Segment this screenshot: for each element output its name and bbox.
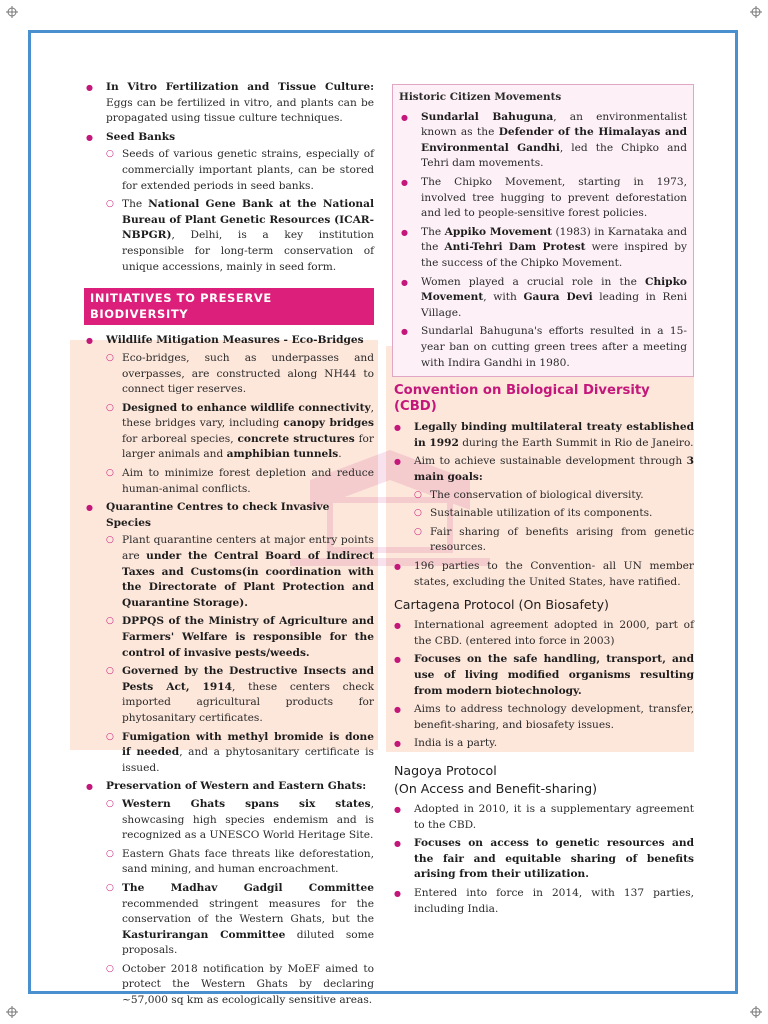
top-list [84,80,374,275]
list-item: ● Focuses on the safe handling, transport, and use of living modified organisms resulting from modern biotechnology. [392,652,694,699]
list-item: ○ The Madhav Gadgil Committee recommended stringent measures for the conservation of the Western Ghats, but the Kasturirangan Committee diluted some proposals. [106,881,374,959]
nagoya-heading [394,762,694,798]
nagoya-heading-line: (On Access and Benefit-sharing) [394,780,597,796]
item-text: Eggs can be fertilized in vitro, and plants can be propagated using tissue culture techniques. [106,96,374,125]
crop-mark-icon [6,6,18,18]
list-item [84,779,374,1008]
list-item: ○ Fair sharing of benefits arising from genetic resources. [414,525,694,556]
citizen-movements-list [399,110,687,372]
list-item: ○ Plant quarantine centers at major entry points are under the Central Board of Indirect Taxes and Customs(in coordination with the Directorate of Plant Protection and Quarantine Storage). [106,533,374,611]
list-item [84,333,374,497]
list-item: ○ Governed by the Destructive Insects and Pests Act, 1914, these centers check imported agricultural products for phytosanitary certificates. [106,664,374,726]
list-item: ○ Seeds of various genetic strains, especially of commercially important plants, can be stored for extended periods in seed banks. [106,147,374,194]
list-item: ● Entered into force in 2014, with 137 parties, including India. [392,886,694,917]
list-item: ○ October 2018 notification by MoEF aimed to protect the Western Ghats by declaring ~57,000 sq km as ecologically sensitive areas. [106,962,374,1009]
quarantine-sublist [106,533,374,776]
list-item: ● Adopted in 2010, it is a supplementary agreement to the CBD. [392,802,694,833]
list-item: ● India is a party. [392,736,694,752]
cbd-list-continued [392,559,694,590]
left-column [84,80,374,1012]
crop-mark-icon [6,1006,18,1018]
list-item: ● 196 parties to the Convention- all UN member states, excluding the United States, have ratified. [392,559,694,590]
list-item: ○ Eastern Ghats face threats like deforestation, sand mining, and human encroachment. [106,847,374,878]
section-banner: INITIATIVES TO PRESERVE BIODIVERSITY [84,288,374,325]
cartagena-list [392,618,694,752]
crop-mark-icon [750,6,762,18]
list-item: ● Aims to address technology development, transfer, benefit-sharing, and biosafety issues. [392,702,694,733]
ghats-sublist [106,797,374,1009]
list-item: ○ DPPQS of the Ministry of Agriculture and Farmers' Welfare is responsible for the control of invasive pests/weeds. [106,614,374,661]
list-item: ● Sundarlal Bahuguna's efforts resulted in a 15-year ban on cutting green trees after a meeting with Indira Gandhi in 1980. [399,324,687,371]
nagoya-heading-line: Nagoya Protocol [394,762,497,778]
list-item: ● Sundarlal Bahuguna, an environmentalist known as the Defender of the Himalayas and Environmental Gandhi, led the Chipko and Tehri dam movements. [399,110,687,172]
initiatives-list [84,333,374,1008]
right-column [392,84,694,920]
item-title: Preservation of Western and Eastern Ghats: [106,780,367,793]
cbd-list [392,420,694,556]
list-item [84,130,374,275]
list-item: ○ Western Ghats spans six states, showcasing high species endemism and is recognized as a UNESCO World Heritage Site. [106,797,374,844]
cbd-goals-sublist [414,488,694,556]
item-text: Aim to achieve sustainable development through 3 main goals: [414,455,694,484]
crop-mark-icon [750,1006,762,1018]
item-title: Quarantine Centres to check Invasive Species [106,501,330,529]
list-item [84,80,374,127]
list-item: ● Women played a crucial role in the Chipko Movement, with Gaura Devi leading in Reni Village. [399,275,687,322]
item-title: Wildlife Mitigation Measures - Eco-Bridges [106,334,364,347]
list-item: ● Focuses on access to genetic resources and the fair and equitable sharing of benefits arising from their utilization. [392,836,694,883]
box-title: Historic Citizen Movements [399,91,562,103]
list-item: ● The Chipko Movement, starting in 1973, involved tree hugging to prevent deforestation and led to people-sensitive forest policies. [399,175,687,222]
cbd-heading: Convention on Biological Diversity (CBD) [394,383,650,414]
list-item: ○ Eco-bridges, such as underpasses and overpasses, are constructed along NH44 to connect tiger reserves. [106,351,374,398]
list-item: ○ Aim to minimize forest depletion and reduce human-animal conflicts. [106,466,374,497]
list-item: ○ The conservation of biological diversity. [414,488,694,504]
item-title: Seed Banks [106,130,176,143]
list-item: ● Legally binding multilateral treaty established in 1992 during the Earth Summit in Rio de Janeiro. [392,420,694,451]
list-item: ○ Sustainable utilization of its components. [414,506,694,522]
eco-bridges-sublist [106,351,374,497]
nagoya-list [392,802,694,917]
list-item: ○ Designed to enhance wildlife connectivity, these bridges vary, including canopy bridges for arboreal species, concrete structures for larger animals and amphibian tunnels. [106,401,374,463]
citizen-movements-box [392,84,694,377]
list-item: ○ The National Gene Bank at the National Bureau of Plant Genetic Resources (ICAR-NBPGR), Delhi, is a key institution responsible for long-term conservation of unique accessions, mainly in seed form. [106,197,374,275]
cartagena-heading: Cartagena Protocol (On Biosafety) [394,597,609,613]
list-item [84,500,374,776]
seed-bank-sublist [106,147,374,275]
list-item: ○ Fumigation with methyl bromide is done if needed, and a phytosanitary certificate is issued. [106,730,374,777]
item-title: In Vitro Fertilization and Tissue Culture: [106,81,374,93]
list-item [392,454,694,556]
list-item: ● The Appiko Movement (1983) in Karnataka and the Anti-Tehri Dam Protest were inspired by the success of the Chipko Movement. [399,225,687,272]
list-item: ● International agreement adopted in 2000, part of the CBD. (entered into force in 2003) [392,618,694,649]
